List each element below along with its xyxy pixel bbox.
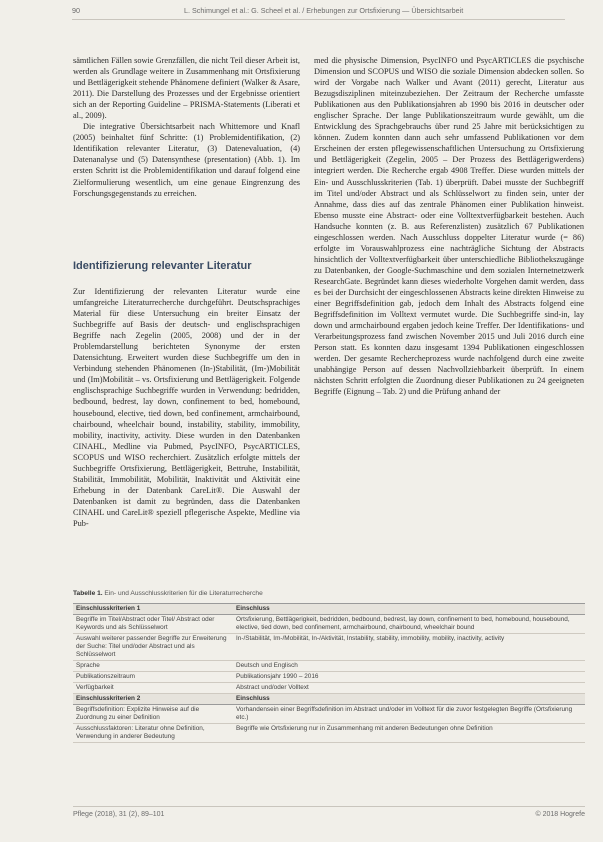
left-column-lower xyxy=(73,286,300,529)
table-header-cell: Einschlusskriterien 1 xyxy=(76,605,141,612)
table-cell: Publikationszeitraum xyxy=(76,673,135,680)
table-row xyxy=(73,705,585,724)
footer-copyright: © 2018 Hogrefe xyxy=(535,811,585,818)
table-row xyxy=(73,683,585,694)
table-cell: Deutsch und Englisch xyxy=(236,662,298,669)
table-caption xyxy=(73,590,585,597)
table-row xyxy=(73,615,585,634)
left-paragraph-2: Die integrative Übersichtsarbeit nach Whittemore und Knafl (2005) beinhaltet fünf Schritte: (1) Problemidentifikation, (2) Identifikation relevanter Literatur, (3) Datenevaluation, (4) Datenanalyse und (5) Datensynthese (presentation) (Abb. 1). Im ersten Schritt ist die Problemidentifikation und darauf folgend eine Zielformulierung wesentlich, um eine genaue Eingrenzung des Forschungsgegenstands zu erreichen. xyxy=(73,122,300,198)
table-header-cell: Einschlusskriterien 2 xyxy=(76,695,141,702)
table-cell: Publikationsjahr 1990 – 2016 xyxy=(236,673,319,680)
table-cell: In-/Stabilität, Im-/Mobilität, In-/Aktivität, Instability, stability, immobility, mobility, inactivity, activity xyxy=(236,635,505,642)
table-header-cell: Einschluss xyxy=(236,695,270,702)
section-heading: Identifizierung relevanter Literatur xyxy=(73,260,252,272)
table-caption-label: Tabelle 1. xyxy=(73,590,103,597)
table-row xyxy=(73,672,585,683)
left-paragraph-1: sämtlichen Fällen sowie Grenzfällen, die nicht Teil dieser Arbeit ist, werden als Grundlage weitere in Zusammenhang mit Ortsfixierung und Bettlägerigkeit stehende Phänomene definiert (Walker & Asare, 2011). Die Darstellung des Prozesses und der Ergebnisse orientiert sich an der Reporting Guideline – PRISMA-Statements (Liberati et al., 2009). xyxy=(73,56,300,121)
table-cell: Begriffe wie Ortsfixierung nur in Zusammenhang mit anderen Bedeutungen ohne Definition xyxy=(236,725,493,732)
table-caption-text: Ein- und Ausschlusskriterien für die Literaturrecherche xyxy=(104,590,263,597)
table-cell: Auswahl weiterer passender Begriffe zur Erweiterung der Suche: Titel und/oder Abstract und als Schlüsselwort xyxy=(76,635,227,658)
table-header-row xyxy=(73,694,585,705)
table-cell: Verfügbarkeit xyxy=(76,684,114,691)
table-cell: Begriffsdefinition: Explizite Hinweise auf die Zuordnung zu einer Definition xyxy=(76,706,200,721)
running-title: L. Schimungel et al.: G. Scheel et al. / Erhebungen zur Ortsfixierung — Übersichtsarbeit xyxy=(184,6,464,15)
table-header-cell: Einschluss xyxy=(236,605,270,612)
table-cell: Vorhandensein einer Begriffsdefinition im Abstract und/oder im Volltext für die zuvor festgelegten Begriffe (Ortsfixierung etc.) xyxy=(236,706,573,721)
criteria-table xyxy=(73,603,585,743)
page-footer xyxy=(73,806,585,823)
left-column xyxy=(73,55,300,199)
right-paragraph-1: med die physische Dimension, PsycINFO und PsycARTICLES die psychische Dimension und SCOPUS und WISO die soziale Dimension abdecken sollen. So wird der Vorgabe nach Walker und Avant (2011) gerecht, Literatur aus Bezugsdisziplinen miteinzubeziehen. Der Zeitraum der Recherche umfasste Publikationen aus den Publikationsjahren ab 1990 bis 2016 in deutscher oder englischer Sprache. Der lange Publikationszeitraum wurde gewählt, um die Entwicklung des Sprachgebrauchs über rund 25 Jahre mit berücksichtigen zu können. Zudem konnten dann auch sehr umfassend Publikationen vor dem Erscheinen der ersten pflegewissenschaftlichen Untersuchung zu Ortsfixierung und Bettlägerigkeit (Zegelin, 2005 – Der Prozess des Bettlägerigwerdens) integriert werden. Die Recherche ergab 4908 Treffer. Diese wurden mittels der Ein- und Ausschlusskriterien (Tab. 1) überprüft. Dabei musste der Suchbegriff im Titel und/oder Abstract und als Schlüsselwort zu finden sein, unter der Annahme, dass dies auf das zentrale Phänomen einer Publikation hinweist. Ebenso musste eine Abstract- oder eine Volltextverfügbarkeit bestehen. Auch Handsuche konnten (z. B. aus Referenzlisten) zusätzlich 67 Publikationen eingeschlossen werden. Nach Ausschluss doppelter Literatur wurde (= 86) erfolgte im Vorauswahlprozess eine nachträgliche Sichtung der Abstracts hinsichtlich der Volltextverfügbarkeit über unterschiedliche Bibliothekszugänge zu Datenbanken, der Google-Suchmaschine und dem sozialen Internetnetzwerk ResearchGate. Begründet kann dieses wiederholte Vorgehen damit werden, dass es bei der Durchsicht der eingeschlossenen Abstracts keine direkten Hinweise zu einer Begriffsdefinition gab, jedoch dem Inhalt des Abstracts folgend eine Begriffsdefinition im Volltext vermutet wurde. Die Suchbegriffe sind-in, lay down und armchairbound ergaben jedoch keine Treffer. Der Identifikations- und Verarbeitungsprozess fand zwischen November 2015 und Juli 2016 durch eine Person statt. Es konnten dazu insgesamt 1394 Publikationen eingeschlossen werden. Der gesamte Rechercheprozess wurde nachfolgend durch eine zweite unabhängige Person auf dessen Nachvollziehbarkeit überprüft. In einem nächsten Schritt erfolgten die Zuordnung dieser Publikationen zu 24 geeigneten Begriffe (Eignung – Tab. 2) und die Prüfung anhand der xyxy=(314,56,584,397)
table-row xyxy=(73,661,585,672)
table-row xyxy=(73,724,585,743)
page-number: 90 xyxy=(72,6,80,15)
table-cell: Begriffe im Titel/Abstract oder Titel/ Abstract oder Keywords und als Schlüsselwort xyxy=(76,616,215,631)
table-row xyxy=(73,634,585,661)
left-paragraph-3: Zur Identifizierung der relevanten Literatur wurde eine umfangreiche Literaturrecherche durchgeführt. Deutschsprachiges Material für diese Untersuchung ein breiter Einsatz der Suchbegriffe auf Basis der deutsch- und englischsprachigen Begriffe nach Zegelin (2005, 2008) und der in der Problemdarstellung berichteten Synonyme der ersten Datensichtung. Erweitert wurden diese Suchbegriffe um den in Verbindung stehenden Phänomenen (In-)Stabilität, (Im-)Mobilität und (Im)Mobilität – vs. Ortsfixierung und Bettlägerigkeit. Folgende englischsprachige Suchbegriffe wurden in Verwendung: bedridden, bedbound, bedrest, lay down, confinement to bed, homebound, housebound, elective, tied down, bed confinement, armchairbound, chairbound, wheelchair bound, instability, stability, immobility, mobility, inactivity, activity. Diese wurden in den Datenbanken CINAHL, Medline via Pubmed, PsycINFO, PsycARTICLES, SCOPUS und WISO recherchiert. Zusätzlich erfolgte mittels der Suchbegriffe Ortsfixierung, Bettlägerigkeit, Bettruhe, Instabilität, Stabilität, Immobilität, Mobilität, Inaktivität und Aktivität eine Erhebung in der Datenbank CareLit®. Die Auswahl der Datenbanken ist damit zu begründen, dass die Datenbanken CINAHL und CareLit® speziell pflegerische Aspekte, Medline via Pub- xyxy=(73,287,300,528)
table-cell: Ortsfixierung, Bettlägerigkeit, bedridden, bedbound, bedrest, lay down, confinement to bed, homebound, housebound, elective, tied down, bed confinement, armchairbound, chairbound, wheelchair bound xyxy=(236,616,570,631)
table-cell: Sprache xyxy=(76,662,100,669)
footer-citation: Pflege (2018), 31 (2), 89–101 xyxy=(73,811,165,818)
table-header-row xyxy=(73,604,585,615)
page-header xyxy=(72,3,565,20)
table-cell: Abstract und/oder Volltext xyxy=(236,684,309,691)
table-cell: Ausschlussfaktoren: Literatur ohne Definition, Verwendung in anderer Bedeutung xyxy=(76,725,205,740)
right-column xyxy=(314,55,584,397)
